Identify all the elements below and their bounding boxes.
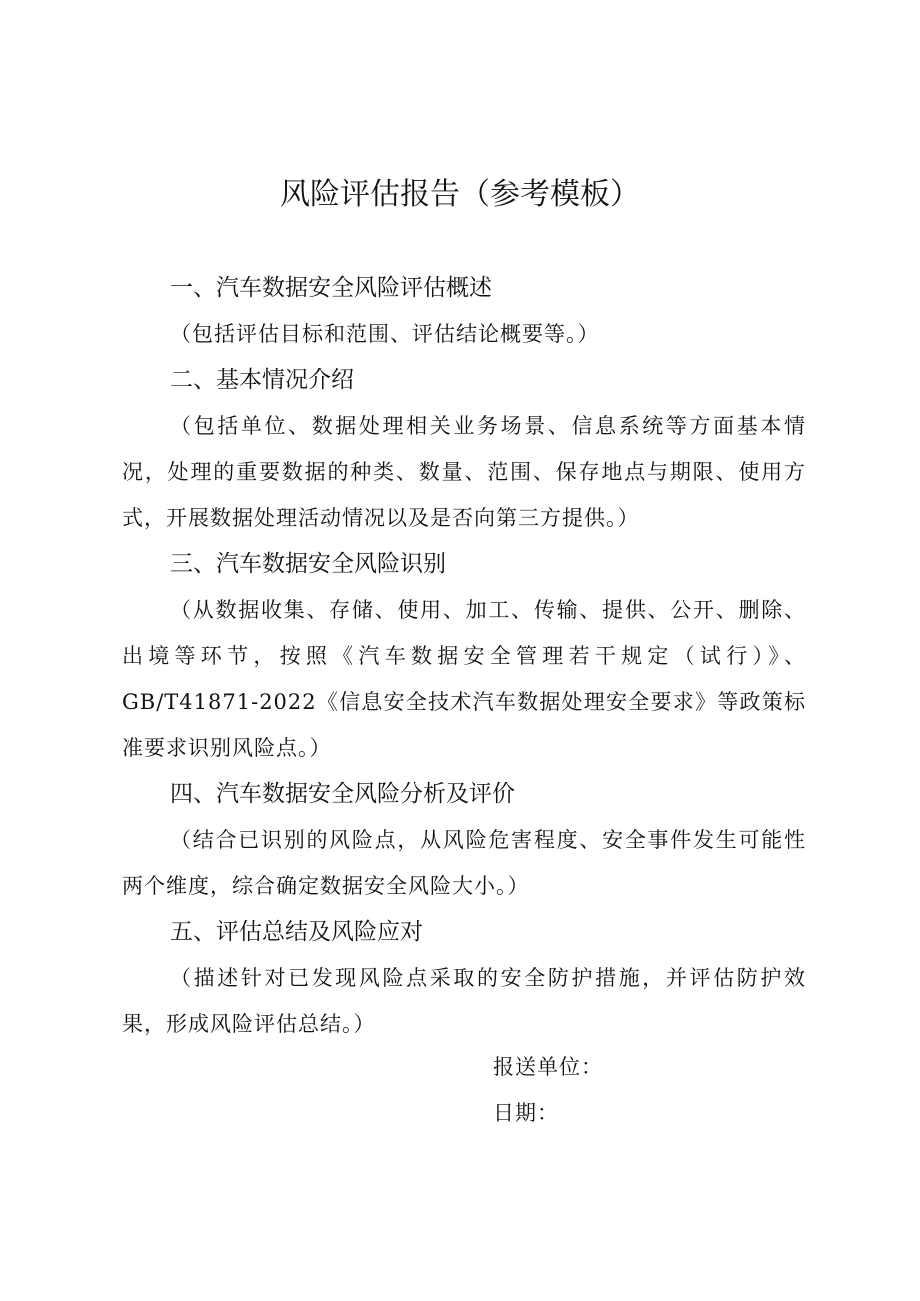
section-heading: 二、基本情况介绍: [170, 367, 354, 393]
date-label: 日期：: [493, 1101, 559, 1125]
section-heading: 一、汽车数据安全风险评估概述: [170, 275, 492, 301]
section-summary: [122, 909, 806, 1047]
section-body: （从数据收集、存储、使用、加工、传输、提供、公开、删除、出境等环节，按照《汽车数据安全管理若干规定（试行）》、GB/T41871-2022《信息安全技术汽车数据处理安全要求》等政策标准要求识别风险点。）: [122, 598, 806, 760]
section-body: （包括单位、数据处理相关业务场景、信息系统等方面基本情况，处理的重要数据的种类、数量、范围、保存地点与期限、使用方式，开展数据处理活动情况以及是否向第三方提供。）: [122, 414, 806, 530]
section-body: （描述针对已发现风险点采取的安全防护措施，并评估防护效果，形成风险评估总结。）: [122, 966, 806, 1036]
section-body: （结合已识别的风险点，从风险危害程度、安全事件发生可能性两个维度，综合确定数据安全风险大小。）: [122, 828, 806, 898]
document-body: [122, 265, 806, 1047]
section-body: （包括评估目标和范围、评估结论概要等。）: [170, 322, 600, 346]
section-heading: 三、汽车数据安全风险识别: [170, 551, 446, 577]
section-overview: [122, 265, 806, 357]
section-risk-analysis: [122, 771, 806, 909]
document-title: 风险评估报告（参考模板）: [280, 177, 640, 212]
submitting-unit-label: 报送单位：: [493, 1055, 603, 1079]
section-heading: 四、汽车数据安全风险分析及评价: [170, 781, 515, 807]
section-risk-identification: [122, 541, 806, 771]
section-heading: 五、评估总结及风险应对: [170, 919, 423, 945]
section-basic-info: [122, 357, 806, 541]
